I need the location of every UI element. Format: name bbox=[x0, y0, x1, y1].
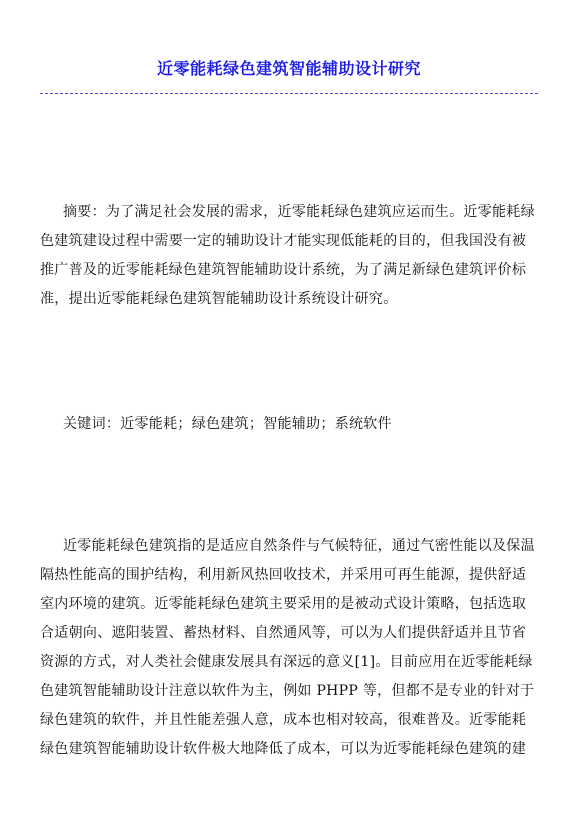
body-line: 近零能耗绿色建筑指的是适应自然条件与气候特征，通过气密性能以及保温 bbox=[63, 538, 535, 554]
abstract-line: 推广普及的近零能耗绿色建筑智能辅助设计系统，为了满足新绿色建筑评价标 bbox=[40, 262, 527, 278]
document-title: 近零能耗绿色建筑智能辅助设计研究 bbox=[156, 59, 421, 78]
body-line: 室内环境的建筑。近零能耗绿色建筑主要采用的是被动式设计策略，包括选取 bbox=[40, 596, 527, 612]
abstract-paragraph bbox=[40, 198, 538, 314]
body-line: 色建筑智能辅助设计注意以软件为主，例如 PHPP 等，但都不是专业的针对于 bbox=[40, 683, 535, 699]
body-line: 隔热性能高的围护结构，利用新风热回收技术，并采用可再生能源，提供舒适 bbox=[40, 567, 527, 583]
abstract-line: 色建筑建设过程中需要一定的辅助设计才能实现低能耗的目的，但我国没有被 bbox=[40, 233, 527, 249]
abstract-line: 准，提出近零能耗绿色建筑智能辅助设计系统设计研究。 bbox=[40, 291, 398, 307]
body-line: 资源的方式，对人类社会健康发展具有深远的意义[1]。目前应用在近零能耗绿 bbox=[40, 654, 533, 670]
keywords-line: 关键词：近零能耗；绿色建筑；智能辅助；系统软件 bbox=[63, 416, 392, 432]
keywords-paragraph bbox=[40, 410, 538, 439]
abstract-line: 摘要：为了满足社会发展的需求，近零能耗绿色建筑应运而生。近零能耗绿 bbox=[63, 204, 535, 220]
body-line: 绿色建筑智能辅助设计软件极大地降低了成本，可以为近零能耗绿色建筑的建 bbox=[40, 741, 527, 757]
body-line: 合适朝向、遮阳装置、蓄热材料、自然通风等，可以为人们提供舒适并且节省 bbox=[40, 625, 527, 641]
body-line: 绿色建筑的软件，并且性能差强人意，成本也相对较高，很难普及。近零能耗 bbox=[40, 712, 527, 728]
title-divider bbox=[40, 93, 538, 94]
body-paragraph bbox=[40, 532, 538, 764]
